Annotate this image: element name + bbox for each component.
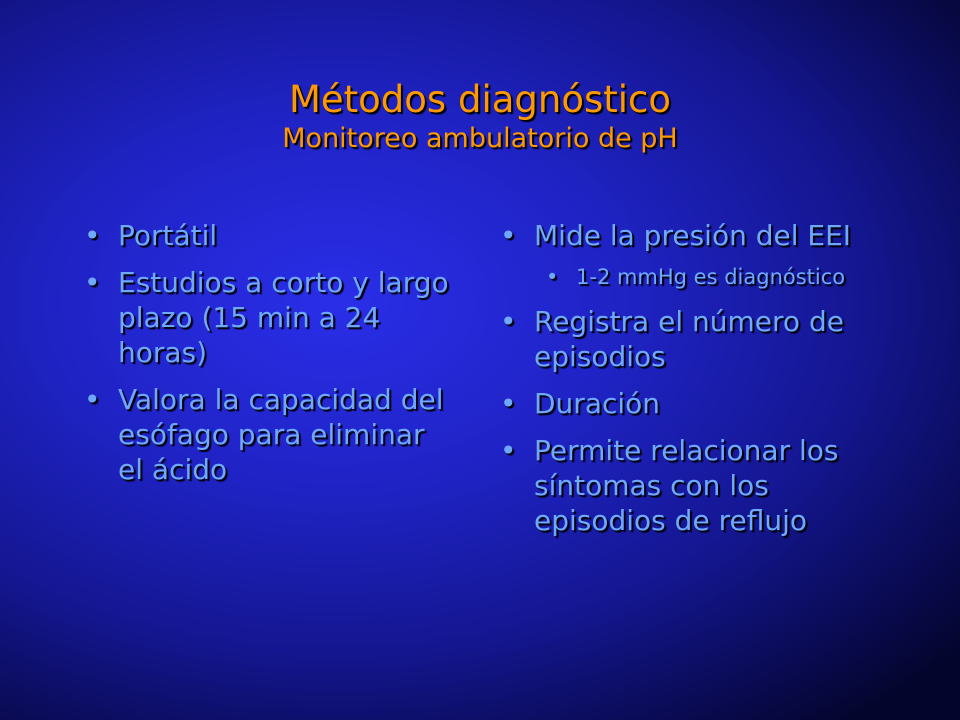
bullet-icon: • xyxy=(84,219,101,252)
bullet-icon: • xyxy=(500,219,517,252)
list-item xyxy=(84,265,454,370)
slide-subtitle: Monitoreo ambulatorio de pH xyxy=(282,123,678,154)
bullet-icon: • xyxy=(84,266,101,299)
list-item xyxy=(500,218,880,253)
sub-list-item-text: 1-2 mmHg es diagnóstico xyxy=(576,265,846,289)
right-bullet-list xyxy=(500,218,880,538)
bullet-icon: • xyxy=(500,387,517,420)
list-item xyxy=(84,218,454,253)
bullet-icon: • xyxy=(500,305,517,338)
list-item-text: Estudios a corto y largo plazo (15 min a 24 horas) xyxy=(118,266,449,369)
sub-list-item xyxy=(546,263,880,291)
list-item-text: Mide la presión del EEI xyxy=(534,219,852,252)
sub-bullet-icon: • xyxy=(546,265,559,289)
list-item-text: Valora la capacidad del esófago para eliminar el ácido xyxy=(118,383,444,486)
right-column xyxy=(500,218,880,550)
list-item xyxy=(84,382,454,487)
slide-header xyxy=(0,78,960,156)
left-bullet-list xyxy=(84,218,454,487)
left-column xyxy=(84,218,454,499)
bullet-icon: • xyxy=(500,434,517,467)
list-item-text: Duración xyxy=(534,387,661,420)
list-item-text: Permite relacionar los síntomas con los episodios de reflujo xyxy=(534,434,839,537)
list-item xyxy=(500,304,880,374)
list-item-text: Registra el número de episodios xyxy=(534,305,844,373)
list-item-text: Portátil xyxy=(118,219,218,252)
slide-title: Métodos diagnóstico xyxy=(288,78,672,121)
list-item xyxy=(500,386,880,421)
list-item xyxy=(500,433,880,538)
bullet-icon: • xyxy=(84,383,101,416)
